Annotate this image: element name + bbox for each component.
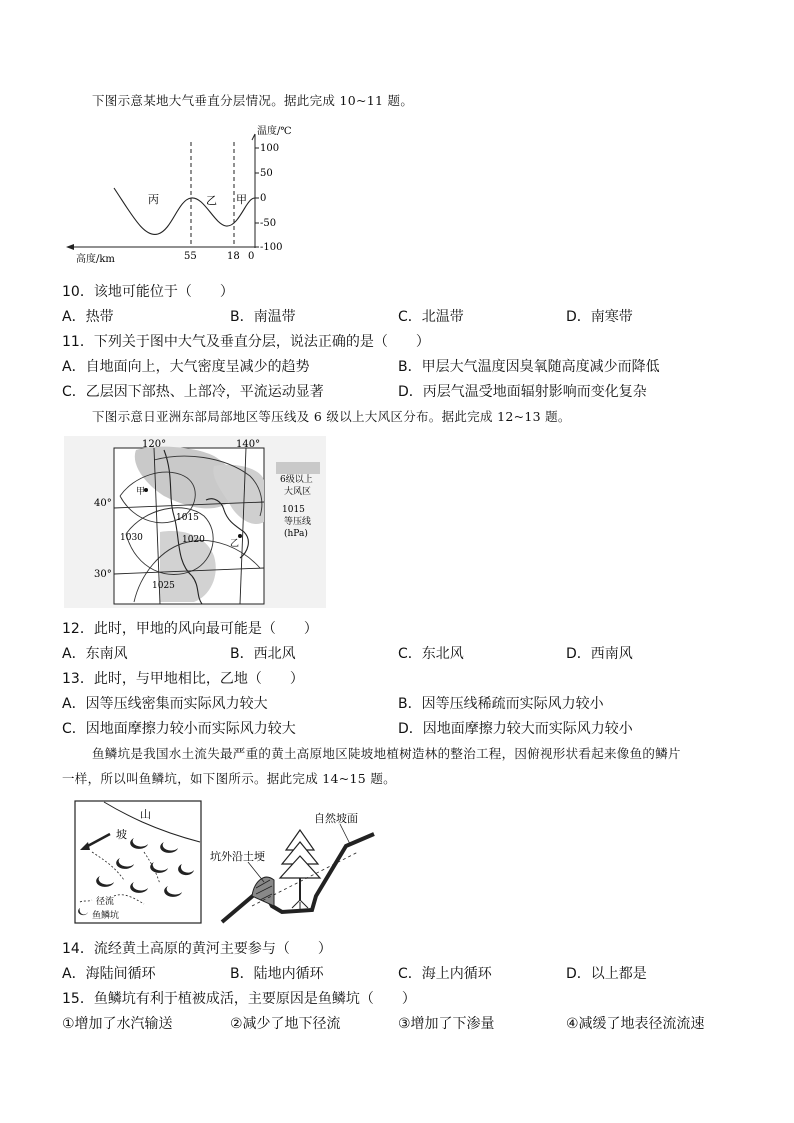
intro-text-2: 下图示意日亚洲东部局部地区等压线及 6 级以上大风区分布。据此完成 12~13 题。 — [92, 409, 571, 424]
isobar-label-1020: 1020 — [182, 535, 205, 545]
figure-fish-scale-pit-section — [208, 800, 376, 924]
y-tick-minus50: -50 — [260, 218, 277, 229]
x-tick-0: 0 — [248, 251, 255, 262]
lon-label-140: 140° — [236, 439, 261, 450]
figure-atmosphere-layers — [62, 120, 322, 266]
q12-option-a[interactable]: A．东南风 — [62, 646, 128, 662]
legend-pit-label: 鱼鳞坑 — [92, 911, 120, 921]
figure-isobar-map — [64, 436, 326, 608]
q13-option-a[interactable]: A．因等压线密集而实际风力较大 — [62, 696, 268, 712]
q14-option-a[interactable]: A．海陆间循环 — [62, 966, 156, 982]
q10-option-d[interactable]: D．南寒带 — [566, 309, 633, 325]
q14-stem: 14．流经黄土高原的黄河主要参与（ ） — [62, 941, 332, 957]
legend-wind-line2: 大风区 — [284, 487, 312, 497]
legend-runoff-label: 径流 — [96, 897, 115, 907]
q12-option-c[interactable]: C．东北风 — [398, 646, 464, 662]
intro-text-1: 下图示意某地大气垂直分层情况。据此完成 10~11 题。 — [92, 93, 414, 108]
mountain-label: 山 — [140, 808, 151, 821]
q14-option-c[interactable]: C．海上内循环 — [398, 966, 492, 982]
q15-stem: 15．鱼鳞坑有利于植被成活，主要原因是鱼鳞坑（ ） — [62, 991, 416, 1007]
point-label-yi: 乙 — [230, 539, 240, 549]
q10-option-a[interactable]: A．热带 — [62, 309, 114, 325]
q15-option-4[interactable]: ④减缓了地表径流流速 — [566, 1016, 705, 1032]
q11-option-a[interactable]: A．自地面向上，大气密度呈减少的趋势 — [62, 359, 310, 375]
figure-fish-scale-pits-plan — [74, 800, 202, 924]
x-tick-18: 18 — [227, 251, 240, 262]
q10-stem: 10．该地可能位于（ ） — [62, 284, 234, 300]
isobar-label-1015: 1015 — [176, 513, 199, 523]
q12-option-b[interactable]: B．西北风 — [230, 646, 296, 662]
layer-label-jia: 甲 — [236, 193, 247, 206]
y-axis-label: 温度/℃ — [257, 126, 292, 137]
intro-text-3-line1: 鱼鳞坑是我国水土流失最严重的黄土高原地区陡坡地植树造林的整治工程，因俯视形状看起来像鱼的鳞片 — [92, 746, 681, 761]
q11-option-d[interactable]: D．丙层气温受地面辐射影响而变化复杂 — [398, 384, 647, 400]
outer-ridge-label: 坑外沿土埂 — [210, 850, 265, 863]
y-tick-50: 50 — [260, 168, 273, 179]
q13-stem: 13．此时，与甲地相比，乙地（ ） — [62, 671, 304, 687]
y-tick-0: 0 — [260, 193, 267, 204]
legend-isobar-line1: 等压线 — [284, 517, 312, 527]
q11-option-c[interactable]: C．乙层因下部热、上部冷，平流运动显著 — [62, 384, 324, 400]
legend-isobar-line2: (hPa) — [284, 529, 308, 539]
x-tick-55: 55 — [184, 251, 197, 262]
slope-label: 坡 — [116, 828, 127, 841]
intro-text-3-line2: 一样，所以叫鱼鳞坑，如下图所示。据此完成 14~15 题。 — [62, 771, 396, 786]
lon-label-120: 120° — [142, 439, 167, 450]
q12-stem: 12．此时，甲地的风向最可能是（ ） — [62, 621, 318, 637]
q13-option-b[interactable]: B．因等压线稀疏而实际风力较小 — [398, 696, 604, 712]
lat-label-30: 30° — [94, 569, 112, 580]
q15-option-3[interactable]: ③增加了下渗量 — [398, 1016, 495, 1032]
y-tick-minus100: -100 — [260, 242, 283, 253]
lat-label-40: 40° — [94, 498, 112, 509]
legend-isobar-value: 1015 — [282, 505, 305, 515]
q10-option-c[interactable]: C．北温带 — [398, 309, 464, 325]
q14-option-d[interactable]: D．以上都是 — [566, 966, 647, 982]
y-tick-100: 100 — [260, 143, 280, 154]
q15-option-1[interactable]: ①增加了水汽输送 — [62, 1016, 173, 1032]
point-label-jia: 甲 — [136, 487, 146, 497]
isobar-label-1025: 1025 — [152, 581, 175, 591]
q12-option-d[interactable]: D．西南风 — [566, 646, 633, 662]
legend-wind-line1: 6级以上 — [280, 475, 313, 485]
q15-option-2[interactable]: ②减少了地下径流 — [230, 1016, 341, 1032]
natural-slope-label: 自然坡面 — [314, 812, 358, 825]
q10-option-b[interactable]: B．南温带 — [230, 309, 296, 325]
q13-option-c[interactable]: C．因地面摩擦力较小而实际风力较大 — [62, 721, 296, 737]
q11-stem: 11．下列关于图中大气及垂直分层，说法正确的是（ ） — [62, 334, 430, 350]
x-axis-label: 高度/km — [76, 254, 115, 265]
layer-label-bing: 丙 — [148, 193, 159, 206]
q13-option-d[interactable]: D．因地面摩擦力较大而实际风力较小 — [398, 721, 633, 737]
q11-option-b[interactable]: B．甲层大气温度因臭氧随高度减少而降低 — [398, 359, 660, 375]
q14-option-b[interactable]: B．陆地内循环 — [230, 966, 324, 982]
isobar-label-1030: 1030 — [120, 533, 143, 543]
layer-label-yi: 乙 — [206, 194, 217, 207]
